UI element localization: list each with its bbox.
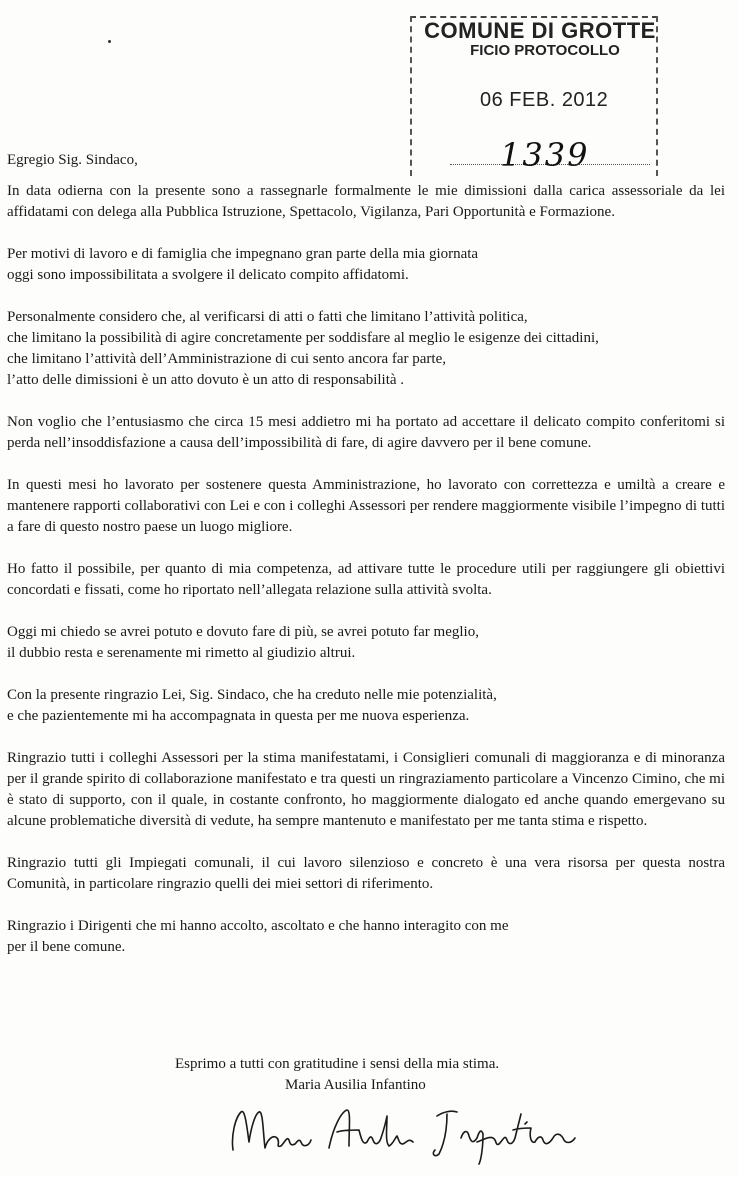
paragraph-thanks-council: Ringrazio tutti i colleghi Assessori per la stima manifestatami, i Consiglieri comunali di maggioranza e di minoranza per il grande spirito di collaborazione manifestato e tra questi un ringraziamento particolare a Vincenzo Cimino, che mi è stato di supporto, con il quale, in costante confronto, ho maggiormente dialogato ed anche quando emergevano su alcune problematiche diversità di vedute, ha sempre mantenuto e manifestato per me tanta stima e rispetto. — [7, 750, 725, 829]
text-line: che limitano l’attività dell’Amministrazione di cui sento ancora far parte, — [7, 351, 447, 367]
paragraph-doubt — [7, 622, 725, 664]
handwritten-signature — [225, 1098, 585, 1168]
letter-body — [7, 140, 725, 979]
paragraph-thanks-managers — [7, 916, 725, 958]
protocol-number: 1339 — [500, 136, 590, 174]
stamp-date: 06 FEB. 2012 — [480, 89, 609, 111]
text-line: oggi sono impossibilitata a svolgere il delicato compito affidatomi. — [7, 267, 409, 283]
text-line: Per motivi di lavoro e di famiglia che impegnano gran parte della mia giornata — [7, 246, 479, 262]
paragraph-considerations — [7, 307, 725, 391]
paragraph-reasons — [7, 244, 725, 286]
author-name: Maria Ausilia Infantino — [285, 1077, 426, 1093]
paragraph-objectives: Ho fatto il possibile, per quanto di mia competenza, ad attivare tutte le procedure utili per raggiungere gli obiettivi concordati e fissati, come ho riportato nell’allegata relazione sulla attività svolta. — [7, 561, 725, 598]
paragraph-thanks-employees: Ringrazio tutti gli Impiegati comunali, il cui lavoro silenzioso e concreto è una vera risorsa per questa nostra Comunità, in particolare ringrazio quelli dei miei settori di riferimento. — [7, 855, 725, 892]
text-line: Con la presente ringrazio Lei, Sig. Sindaco, che ha creduto nelle mie potenzialità, — [7, 687, 497, 703]
text-line: Personalmente considero che, al verificarsi di atti o fatti che limitano l’attività politica, — [7, 309, 528, 325]
stamp-department: FICIO PROTOCOLLO — [470, 42, 620, 59]
text-line: Oggi mi chiedo se avrei potuto e dovuto fare di più, se avrei potuto far meglio, — [7, 624, 479, 640]
salutation: Egregio Sig. Sindaco, — [7, 152, 138, 168]
text-line: che limitano la possibilità di agire concretamente per soddisfare al meglio le esigenze dei cittadini, — [7, 330, 599, 346]
text-line: l’atto delle dimissioni è un atto dovuto è un atto di responsabilità . — [7, 372, 405, 388]
paragraph-resignation: In data odierna con la presente sono a rassegnarle formalmente le mie dimissioni dalla carica assessoriale da lei affidatami con delega alla Pubblica Istruzione, Spettacolo, Vigilanza, Pari Opportunità e Formazione. — [7, 183, 725, 220]
paragraph-work: In questi mesi ho lavorato per sostenere questa Amministrazione, ho lavorato con correttezza e umiltà a creare e mantenere rapporti collaborativi con Lei e con i colleghi Assessori per rendere maggiormente visibile l’impegno di tutti a fare di questo nostro paese un luogo migliore. — [7, 477, 725, 535]
text-line: il dubbio resta e serenamente mi rimetto al giudizio altrui. — [7, 645, 356, 661]
closing-block — [175, 1054, 595, 1096]
text-line: Ringrazio i Dirigenti che mi hanno accolto, ascoltato e che hanno interagito con me — [7, 918, 509, 934]
closing-text: Esprimo a tutti con gratitudine i sensi della mia stima. — [175, 1056, 500, 1072]
text-line: per il bene comune. — [7, 939, 126, 955]
text-line: e che pazientemente mi ha accompagnata in questa per me nuova esperienza. — [7, 708, 470, 724]
paragraph-enthusiasm: Non voglio che l’entusiasmo che circa 15 mesi addietro mi ha portato ad accettare il delicato compito conferitomi si perda nell’insoddisfazione a causa dell’impossibilità di fare, di agire davvero per il bene comune. — [7, 414, 725, 451]
stamp-office-name: COMUNE DI GROTTE — [424, 18, 656, 43]
paragraph-thanks-mayor — [7, 685, 725, 727]
scan-speck — [108, 40, 111, 43]
